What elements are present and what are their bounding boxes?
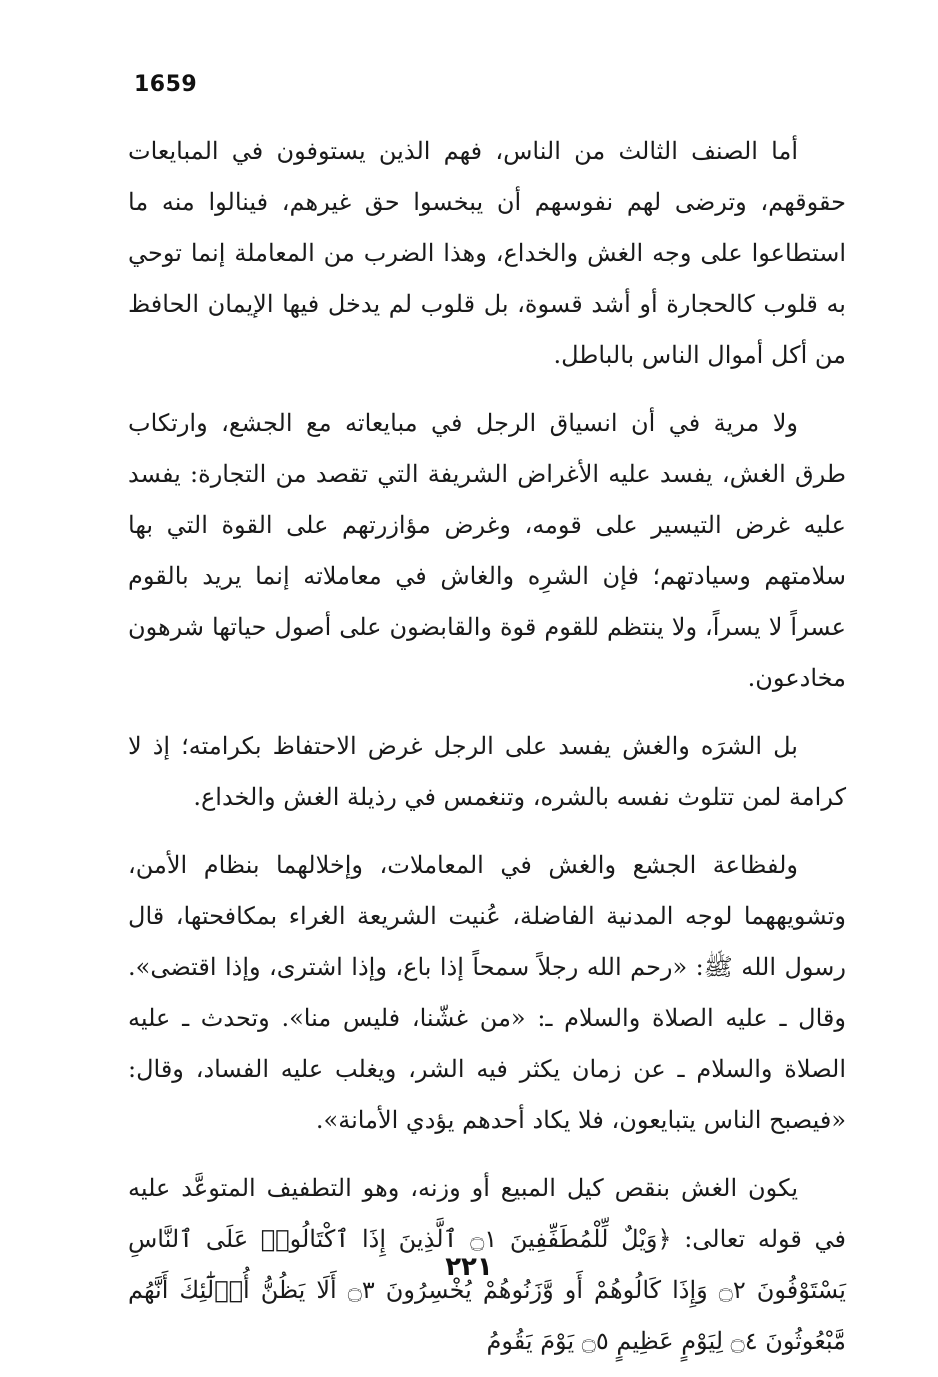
body-text [128, 126, 846, 1367]
bottom-page-number: ٢٢١ [445, 1252, 493, 1282]
paragraph-5-quran-verse: يكون الغش بنقص كيل المبيع أو وزنه، وهو التطفيف المتوعَّد عليه في قوله تعالى: ﴿وَيْلٌ لِّلْمُطَفِّفِينَ ۝١ ٱلَّذِينَ إِذَا ٱكْتَالُوا۟ عَلَى ٱلنَّاسِ يَسْتَوْفُونَ ۝٢ وَإِذَا كَالُوهُمْ أَو وَّزَنُوهُمْ يُخْسِرُونَ ۝٣ أَلَا يَظُنُّ أُو۟لَٰٓئِكَ أَنَّهُم مَّبْعُوثُونَ ۝٤ لِيَوْمٍ عَظِيمٍ ۝٥ يَوْمَ يَقُومُ [128, 1174, 846, 1355]
paragraph-3: بل الشرَه والغش يفسد على الرجل غرض الاحتفاظ بكرامته؛ إذ لا كرامة لمن تتلوث نفسه بالشره، وتنغمس في رذيلة الغش والخداع. [128, 732, 846, 811]
paragraph-1: أما الصنف الثالث من الناس، فهم الذين يستوفون في المبايعات حقوقهم، وترضى لهم نفوسهم أن يبخسوا حق غيرهم، فينالوا منه ما استطاعوا على وجه الغش والخداع، وهذا الضرب من المعاملة إنما توحي به قلوب كالحجارة أو أشد قسوة، بل قلوب لم يدخل فيها الإيمان الحافظ من أكل أموال الناس بالباطل. [128, 137, 846, 369]
paragraph-2: ولا مرية في أن انسياق الرجل في مبايعاته مع الجشع، وارتكاب طرق الغش، يفسد عليه الأغراض الشريفة التي تقصد من التجارة: يفسد عليه غرض التيسير على قومه، وغرض مؤازرتهم على القوة التي بها سلامتهم وسيادتهم؛ فإن الشرِه والغاش في معاملاته إنما يريد بالقوم عسراً لا يسراً، ولا ينتظم للقوم قوة والقابضون على أصول حياتها شرهون مخادعون. [128, 409, 846, 692]
top-page-number: 1659 [134, 72, 198, 97]
paragraph-4: ولفظاعة الجشع والغش في المعاملات، وإخلالهما بنظام الأمن، وتشويههما لوجه المدنية الفاضلة، عُنيت الشريعة الغراء بمكافحتها، قال رسول الله ﷺ: «رحم الله رجلاً سمحاً إذا باع، وإذا اشترى، وإذا اقتضى». وقال ـ عليه الصلاة والسلام ـ: «من غشّنا، فليس منا». وتحدث ـ عليه الصلاة والسلام ـ عن زمان يكثر فيه الشر، ويغلب عليه الفساد، وقال: «فيصبح الناس يتبايعون، فلا يكاد أحدهم يؤدي الأمانة». [128, 851, 846, 1134]
